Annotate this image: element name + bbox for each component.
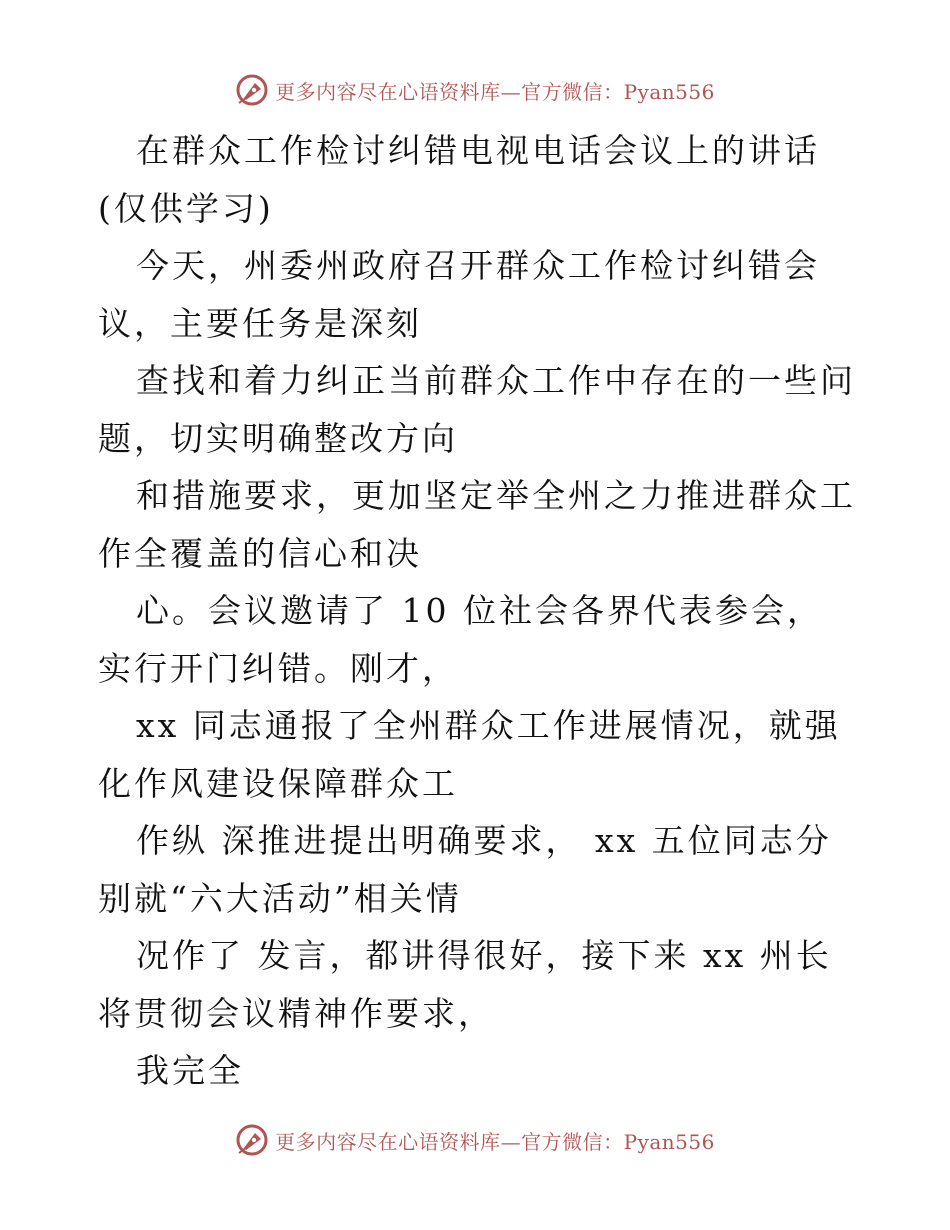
watermark-text: 更多内容尽在心语资料库—官方微信：Pyan556	[275, 79, 715, 104]
paragraph: 和措施要求，更加坚定举全州之力推进群众工作全覆盖的信心和决	[98, 476, 856, 573]
footer-watermark	[0, 1118, 950, 1162]
paragraph: 我完全	[136, 1051, 244, 1090]
pen-nib-logo-icon	[235, 1123, 269, 1157]
document-body	[98, 122, 858, 1100]
watermark-text: 更多内容尽在心语资料库—官方微信：Pyan556	[275, 1129, 715, 1154]
pen-nib-logo-icon	[235, 73, 269, 107]
paragraph: 况作了 发言，都讲得很好，接下来 xx 州长将贯彻会议精神作要求，	[98, 936, 832, 1033]
paragraph: 查找和着力纠正当前群众工作中存在的一些问题，切实明确整改方向	[98, 361, 856, 458]
paragraph: 今天，州委州政府召开群众工作检讨纠错会议，主要任务是深刻	[98, 246, 820, 343]
paragraph: xx 同志通报了全州群众工作进展情况，就强化作风建设保障群众工	[98, 706, 841, 803]
header-watermark	[0, 68, 950, 112]
paragraph: 心。会议邀请了 10 位社会各界代表参会，实行开门纠错。刚才，	[98, 591, 823, 688]
document-title: 在群众工作检讨纠错电视电话会议上的讲话(仅供学习)	[98, 131, 820, 228]
paragraph: 作纵 深推进提出明确要求， xx 五位同志分别就“六大活动”相关情	[98, 821, 832, 918]
